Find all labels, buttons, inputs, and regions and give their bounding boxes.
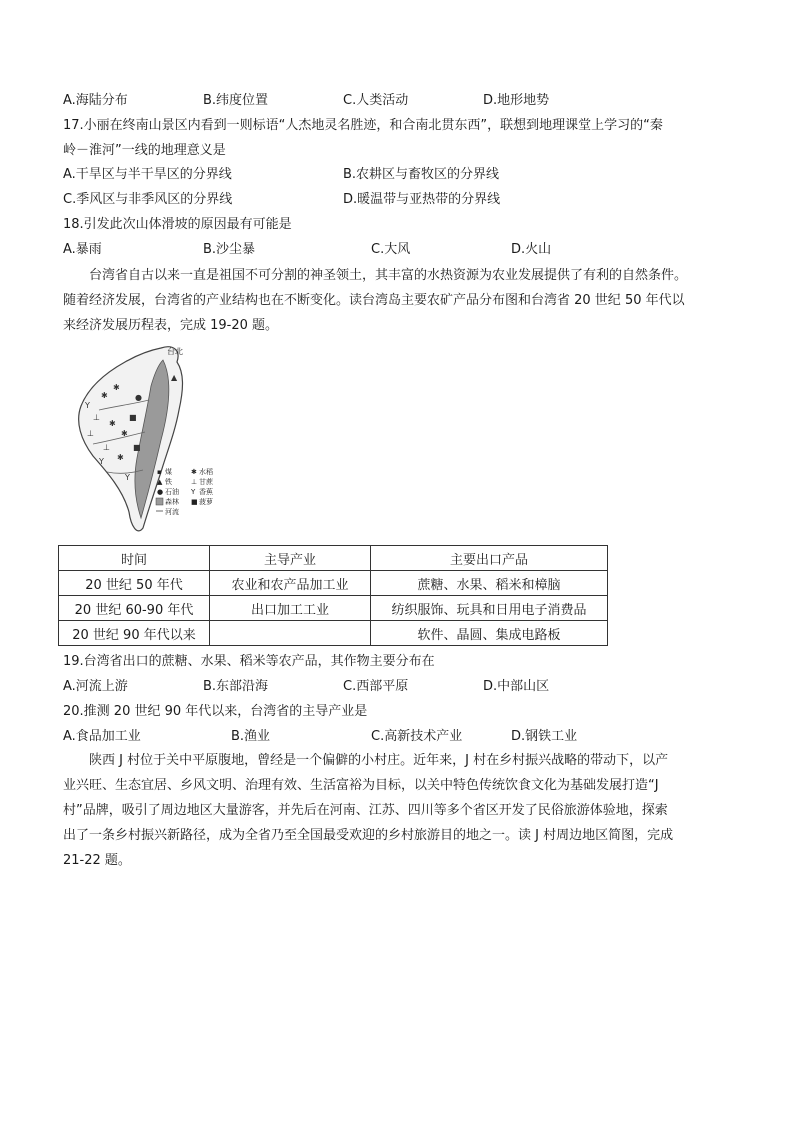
legend-rice: 水稻 (199, 468, 213, 476)
q20-option-c: C.高新技术产业 (371, 729, 463, 744)
j-intro-line5: 21-22 题。 (63, 853, 131, 868)
table-cell: 20 世纪 90 年代以来 (59, 621, 210, 646)
q16-option-a: A.海陆分布 (63, 93, 128, 108)
table-header-row (59, 546, 608, 571)
svg-text:▪: ▪ (157, 468, 162, 476)
q17-stem-line2: 岭－淮河”一线的地理意义是 (63, 143, 226, 158)
q20-stem: 20.推测 20 世纪 90 年代以来，台湾省的主导产业是 (63, 704, 368, 719)
map-legend-left (156, 467, 179, 516)
svg-text:▲: ▲ (171, 373, 178, 382)
svg-text:■: ■ (133, 443, 141, 452)
q16-option-d: D.地形地势 (483, 93, 550, 108)
table-header: 主导产业 (210, 546, 371, 571)
q18-option-b: B.沙尘暴 (203, 242, 256, 257)
taiwan-economy-table (58, 545, 608, 646)
q17-option-b: B.农耕区与畜牧区的分界线 (343, 167, 500, 182)
svg-text:✱: ✱ (101, 391, 108, 400)
table-row (59, 621, 608, 646)
taiwan-map-svg (63, 340, 243, 540)
map-legend-right (190, 467, 214, 506)
table-row (59, 571, 608, 596)
q18-option-c: C.大风 (371, 242, 411, 257)
q19-option-c: C.西部平原 (343, 679, 409, 694)
j-intro-line1: 陕西 J 村位于关中平原腹地，曾经是一个偏僻的小村庄。近年来，J 村在乡村振兴战略的带动下，以产 (89, 753, 669, 768)
j-intro-line2: 业兴旺、生态宜居、乡风文明、治理有效、生活富裕为目标，以关中特色传统饮食文化为基础发展打造“J (63, 778, 659, 793)
legend-forest: 森林 (165, 498, 179, 506)
taiwan-intro-paragraph (63, 263, 743, 338)
q17-option-d: D.暖温带与亚热带的分界线 (343, 192, 501, 207)
legend-river: 河流 (165, 508, 179, 516)
legend-sugarcane: 甘蔗 (199, 478, 213, 486)
q20-option-a: A.食品加工业 (63, 729, 141, 744)
legend-iron: 铁 (165, 478, 172, 486)
svg-text:✱: ✱ (191, 468, 197, 476)
q17-option-a: A.干旱区与半干旱区的分界线 (63, 167, 232, 182)
q16-option-c: C.人类活动 (343, 93, 409, 108)
svg-text:⊥: ⊥ (191, 478, 198, 486)
svg-text:Y: Y (99, 457, 104, 466)
table-cell (210, 621, 371, 646)
q17-option-c: C.季风区与非季风区的分界线 (63, 192, 233, 207)
table-cell: 软件、晶圆、集成电路板 (371, 621, 608, 646)
q19-option-b: B.东部沿海 (203, 679, 269, 694)
j-village-intro-paragraph (63, 748, 743, 873)
table-row (59, 596, 608, 621)
table-cell: 20 世纪 50 年代 (59, 571, 210, 596)
svg-text:⊥: ⊥ (87, 429, 94, 438)
taiwan-intro-line3: 来经济发展历程表，完成 19-20 题。 (63, 318, 279, 333)
q20-option-b: B.渔业 (231, 729, 271, 744)
table-cell: 农业和农产品加工业 (210, 571, 371, 596)
q19-option-d: D.中部山区 (483, 679, 550, 694)
q18-option-a: A.暴雨 (63, 242, 102, 257)
svg-text:▲: ▲ (157, 478, 163, 486)
legend-pineapple: 菠萝 (199, 498, 213, 506)
svg-text:⊥: ⊥ (103, 443, 110, 452)
j-intro-line3: 村”品牌，吸引了周边地区大量游客，并先后在河南、江苏、四川等多个省区开发了民俗旅游体验地，探索 (63, 803, 668, 818)
map-city-label: 台北 (167, 347, 183, 356)
table-cell: 出口加工工业 (210, 596, 371, 621)
svg-text:Y: Y (191, 488, 196, 496)
svg-text:●: ● (157, 488, 164, 496)
table-cell: 蔗糖、水果、稻米和樟脑 (371, 571, 608, 596)
table-header: 主要出口产品 (371, 546, 608, 571)
legend-banana: 香蕉 (199, 488, 213, 496)
svg-text:✱: ✱ (109, 419, 116, 428)
table-cell: 纺织服饰、玩具和日用电子消费品 (371, 596, 608, 621)
q16-option-b: B.纬度位置 (203, 93, 269, 108)
taiwan-resource-map (63, 340, 243, 540)
table-header: 时间 (59, 546, 210, 571)
svg-text:■: ■ (129, 413, 137, 422)
legend-oil: 石油 (165, 488, 179, 496)
svg-text:Y: Y (85, 401, 90, 410)
svg-text:✱: ✱ (113, 383, 120, 392)
q20-option-d: D.钢铁工业 (511, 729, 578, 744)
taiwan-intro-line1: 台湾省自古以来一直是祖国不可分割的神圣领土，其丰富的水热资源为农业发展提供了有利的自然条件。 (89, 268, 688, 283)
svg-text:■: ■ (191, 498, 198, 506)
legend-coal: 煤 (165, 468, 172, 476)
table-cell: 20 世纪 60-90 年代 (59, 596, 210, 621)
svg-text:⊥: ⊥ (93, 413, 100, 422)
svg-text:●: ● (135, 393, 142, 402)
svg-text:Y: Y (125, 473, 130, 482)
q18-option-d: D.火山 (511, 242, 552, 257)
q19-option-a: A.河流上游 (63, 679, 128, 694)
q17-stem-line1: 17.小丽在终南山景区内看到一则标语“人杰地灵名胜迹，和合南北贯东西”，联想到地理课堂上学习的“秦 (63, 118, 663, 133)
taiwan-intro-line2: 随着经济发展，台湾省的产业结构也在不断变化。读台湾岛主要农矿产品分布图和台湾省 20 世纪 50 年代以 (63, 293, 685, 308)
j-intro-line4: 出了一条乡村振兴新路径，成为全省乃至全国最受欢迎的乡村旅游目的地之一。读 J 村周边地区简图，完成 (63, 828, 674, 843)
q19-stem: 19.台湾省出口的蔗糖、水果、稻米等农产品，其作物主要分布在 (63, 654, 435, 669)
q18-stem: 18.引发此次山体滑坡的原因最有可能是 (63, 217, 292, 232)
svg-text:✱: ✱ (117, 453, 124, 462)
svg-text:✱: ✱ (121, 429, 128, 438)
